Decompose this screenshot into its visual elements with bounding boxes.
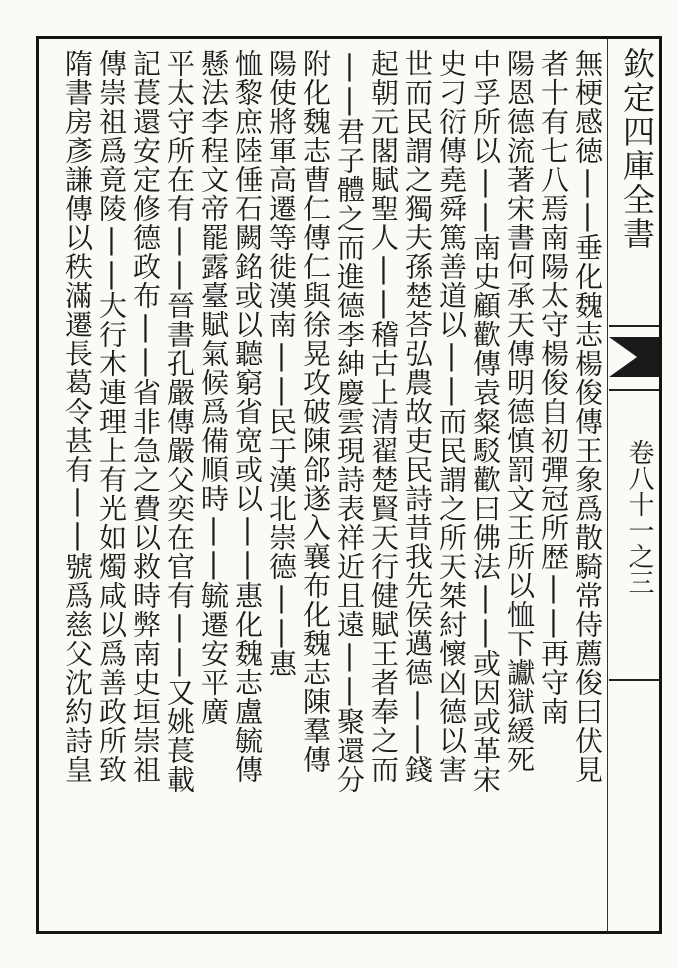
volume-label: 卷八十一之三 <box>624 439 654 595</box>
text-column: 起朝元閣賦聖人||稽古上清翟楚賢天行健賦王者奉之而 <box>367 49 400 784</box>
text-column: 陽使將軍高遷等徙漢南||民于漢北崇德||惠 <box>265 49 298 678</box>
text-column: 懸法李程文帝罷露臺賦氣候爲備順時||毓遷安平廣 <box>197 49 230 726</box>
banxin-border <box>607 39 608 931</box>
banxin-rule <box>609 389 662 391</box>
text-column: 恤黎庶陸倕石闕銘或以聽窮省宽或以||惠化魏志盧毓傳 <box>231 49 264 784</box>
text-column: 隋書房彥謙傳以秩滿遷長葛令甚有||號爲慈父沈約詩皇 <box>61 49 94 784</box>
banxin-center-strip <box>609 39 662 931</box>
book-title: 欽定四庫全書 <box>618 47 656 251</box>
page-frame <box>36 36 662 934</box>
text-column: 史刁衍傳堯舜篤善道以||而民謂之所天桀紂懷凶德以害 <box>435 49 468 784</box>
banxin-rule <box>609 679 662 681</box>
text-column: ||君子體之而進德李紳慶雲現詩表祥近且遠||聚還分 <box>333 49 366 794</box>
text-column: 者十有七八焉南陽太守楊俊自初彈冠所歴||再守南 <box>537 49 570 726</box>
text-column: 中孚所以||南史顧歡傳袁粲駁歡曰佛法||或因或革宋 <box>469 49 502 794</box>
text-column: 附化魏志曹仁傳仁與徐晃攻破陳郃遂入襄布化魏志陳羣傳 <box>299 49 332 774</box>
text-column: 平太守所在有||晉書孔嚴傳嚴父奕在官有||又姚萇載 <box>163 49 196 794</box>
text-column: 無梗感徳||垂化魏志楊俊傳王象爲散騎常侍薦俊曰伏見 <box>571 49 604 784</box>
text-column: 陽恩德流著宋書何承天傳明德慎罰文王所以恤下讞獄緩死 <box>503 49 536 774</box>
text-column: 傳崇祖爲竟陵||大行木連理上有光如燭咸以爲善政所致 <box>95 49 128 784</box>
banxin-rule <box>609 325 662 327</box>
text-column: 記萇還安定修德政布||省非急之費以救時弊南史垣崇祖 <box>129 49 162 784</box>
fish-tail-icon <box>609 337 662 377</box>
text-column: 世而民謂之獨夫孫楚荅弘農故吏民詩昔我先侯邁德||錢 <box>401 49 434 784</box>
